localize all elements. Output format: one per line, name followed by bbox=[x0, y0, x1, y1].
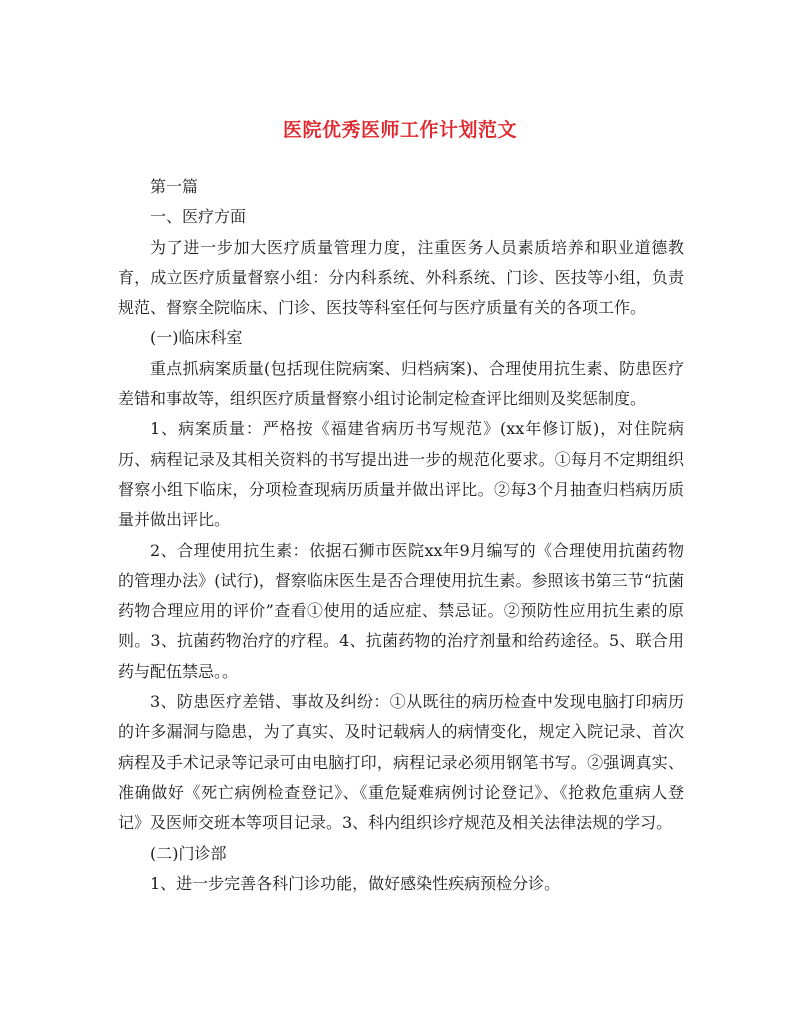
paragraph-outpatient-item: 1、进一步完善各科门诊功能，做好感染性疾病预检分诊。 bbox=[150, 873, 561, 893]
paragraph-part-one: 第一篇 bbox=[150, 177, 199, 196]
document-body bbox=[118, 172, 684, 899]
paragraph-clinical-heading: (一)临床科室 bbox=[150, 328, 243, 348]
paragraph-outpatient-heading: (二)门诊部 bbox=[150, 843, 227, 863]
document-title: 医院优秀医师工作计划范文 bbox=[282, 119, 517, 141]
paragraph-clinical-focus: 重点抓病案质量(包括现住院病案、归档病案)、合理使用抗生素、防患医疗差错和事故等，组织医疗质量督察小组讨论制定检查评比细则及奖惩制度。 bbox=[118, 358, 684, 409]
paragraph-error-prevention: 3、防患医疗差错、事故及纠纷：①从既往的病历检查中发现电脑打印病历的许多漏洞与隐患，为了真实、及时记载病人的病情变化，规定入院记录、首次病程及手术记录等记录可由电脑打印，病程记录必须用钢笔书写。②强调真实、准确做好《死亡病例检查登记》、《重危疑难病例讨论登记》、《抢救危重病人登记》及医师交班本等项目记录。3、科内组织诊疗规范及相关法律法规的学习。 bbox=[118, 692, 684, 833]
paragraph-intro: 为了进一步加大医疗质量管理力度，注重医务人员素质培养和职业道德教育，成立医疗质量督察小组：分内科系统、外科系统、门诊、医技等小组，负责规范、督察全院临床、门诊、医技等科室任何与医疗质量有关的各项工作。 bbox=[118, 237, 684, 318]
paragraph-case-quality: 1、病案质量：严格按《福建省病历书写规范》(xx年修订版)，对住院病历、病程记录及其相关资料的书写提出进一步的规范化要求。①每月不定期组织督察小组下临床，分项检查现病历质量并做出评比。②每3个月抽查归档病历质量并做出评比。 bbox=[118, 419, 684, 530]
paragraph-section-medical: 一、医疗方面 bbox=[150, 207, 247, 227]
paragraph-antibiotics: 2、合理使用抗生素：依据石狮市医院xx年9月编写的《合理使用抗菌药物的管理办法》(试行)，督察临床医生是否合理使用抗生素。参照该书第三节“抗菌药物合理应用的评价”查看①使用的适应症、禁忌证。②预防性应用抗生素的原则。3、抗菌药物治疗的疗程。4、抗菌药物的治疗剂量和给药途径。5、联合用药与配伍禁忌。。 bbox=[118, 540, 684, 681]
